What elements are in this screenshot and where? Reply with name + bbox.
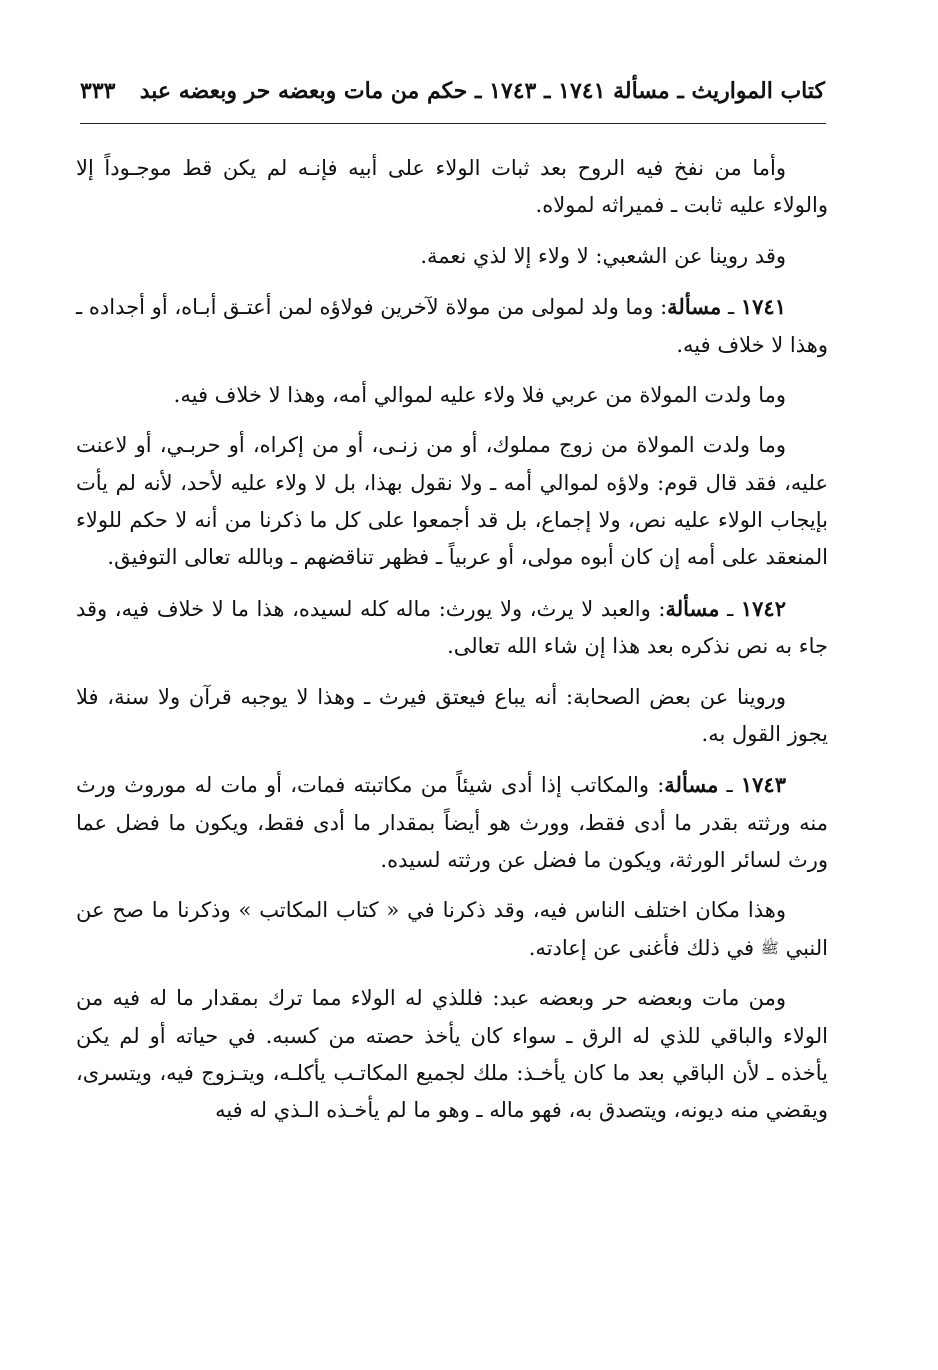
issue-text: : وما ولد لمولى من مولاة لآخرين فولاؤه لمن أعتـق أبـاه، أو أجداده ـ وهذا لا خلاف فيه. xyxy=(76,295,828,357)
paragraph-2: وقد روينا عن الشعبي: لا ولاء إلا لذي نعمة. xyxy=(420,243,786,268)
paragraph-9 xyxy=(76,892,828,967)
issue-1742: ١٧٤٢ ـ مسألة: والعبد لا يرث، ولا يورث: ماله كله لسيده، هذا ما لا خلاف فيه، وقد جاء به نص نذكره بعد هذا إن شاء الله تعالى. xyxy=(76,595,828,659)
issue-text: : والمكاتب إذا أدى شيئاً من مكاتبته فمات، أو مات له موروث ورث منه ورثته بقدر ما أدى فقط، وورث هو أيضاً بمقدار ما أدى فقط، ويكون ما فضل عما ورث لسائر الورثة، ويكون ما فضل عن ورثته لسيده. xyxy=(76,773,828,872)
paragraph-1: وأما من نفخ فيه الروح بعد ثبات الولاء على أبيه فإنـه لم يكن قط موجـوداً إلا والولاء عليه ثابت ـ فميراثه لمولاه. xyxy=(76,156,828,218)
page-number: ٣٣٣ xyxy=(80,78,116,104)
issue-number: ١٧٤٢ xyxy=(740,595,786,621)
header-title: كتاب المواريث ـ مسألة ١٧٤١ ـ ١٧٤٣ ـ حكم من مات وبعضه حر وبعضه عبد xyxy=(139,78,825,104)
salawat-symbol: ﷺ xyxy=(760,938,779,957)
paragraph-9-text-end: في ذلك فأغنى عن إعادته. xyxy=(528,935,755,960)
issue-label: مسألة xyxy=(667,294,722,320)
issue-label: مسألة xyxy=(664,772,719,798)
issue-text: : والعبد لا يرث، ولا يورث: ماله كله لسيده، هذا ما لا خلاف فيه، وقد جاء به نص نذكره بعد هذا إن شاء الله تعالى. xyxy=(76,596,828,659)
issue-1741: ١٧٤١ ـ مسألة: وما ولد لمولى من مولاة لآخرين فولاؤه لمن أعتـق أبـاه، أو أجداده ـ وهذا لا خلاف فيه. xyxy=(76,294,828,357)
main-text xyxy=(76,150,828,1143)
running-header xyxy=(80,72,825,116)
paragraph-5: وما ولدت المولاة من زوج مملوك، أو من زنـى، أو من إكراه، أو حربـي، أو لاعنت عليه، فقد قال قوم: ولاؤه لموالي أمه ـ ولا نقول بهذا، بل لا ولاء عليه لأحد، لأنه لم يأت بإيجاب الولاء عليه نص، ولا إجماع، بل قد أجمعوا على كل ما ذكرنا من أنه لا حكم للولاء المنعقد على أمه إن كان أبوه مولى، أو عربياً ـ فظهر تناقضهم ـ وبالله تعالى التوفيق. xyxy=(76,433,828,570)
paragraph-4: وما ولدت المولاة من عربي فلا ولاء عليه لموالي أمه، وهذا لا خلاف فيه. xyxy=(173,382,786,407)
issue-1743: ١٧٤٣ ـ مسألة: والمكاتب إذا أدى شيئاً من مكاتبته فمات، أو مات له موروث ورث منه ورثته بقدر ما أدى فقط، وورث هو أيضاً بمقدار ما أدى فقط، ويكون ما فضل عما ورث لسائر الورثة، ويكون ما فضل عن ورثته لسيده. xyxy=(76,772,828,872)
paragraph-9-text-start: وهذا مكان اختلف الناس فيه، وقد ذكرنا في « كتاب المكاتب » وذكرنا ما صح عن النبي xyxy=(76,898,828,960)
paragraph-7: وروينا عن بعض الصحابة: أنه يباع فيعتق فيرث ـ وهذا لا يوجبه قرآن ولا سنة، فلا يجوز القول به. xyxy=(76,684,828,746)
header-divider xyxy=(80,123,826,124)
issue-label: مسألة xyxy=(665,595,720,621)
paragraph-10: ومن مات وبعضه حر وبعضه عبد: فللذي له الولاء مما ترك بمقدار ما له فيه من الولاء والباقي للذي له الرق ـ سواء كان يأخذ حصته من كسبه. في حياته أو لم يكن يأخذه ـ لأن الباقي بعد ما كان يأخـذ: ملك لجميع المكاتـب يأكلـه، ويتـزوج فيه، ويتسرى، ويقضي منه ديونه، ويتصدق به، فهو ماله ـ وهو ما لم يأخـذه الـذي له فيه xyxy=(76,986,828,1123)
issue-number: ١٧٤١ xyxy=(740,294,786,320)
issue-number: ١٧٤٣ xyxy=(740,772,786,798)
